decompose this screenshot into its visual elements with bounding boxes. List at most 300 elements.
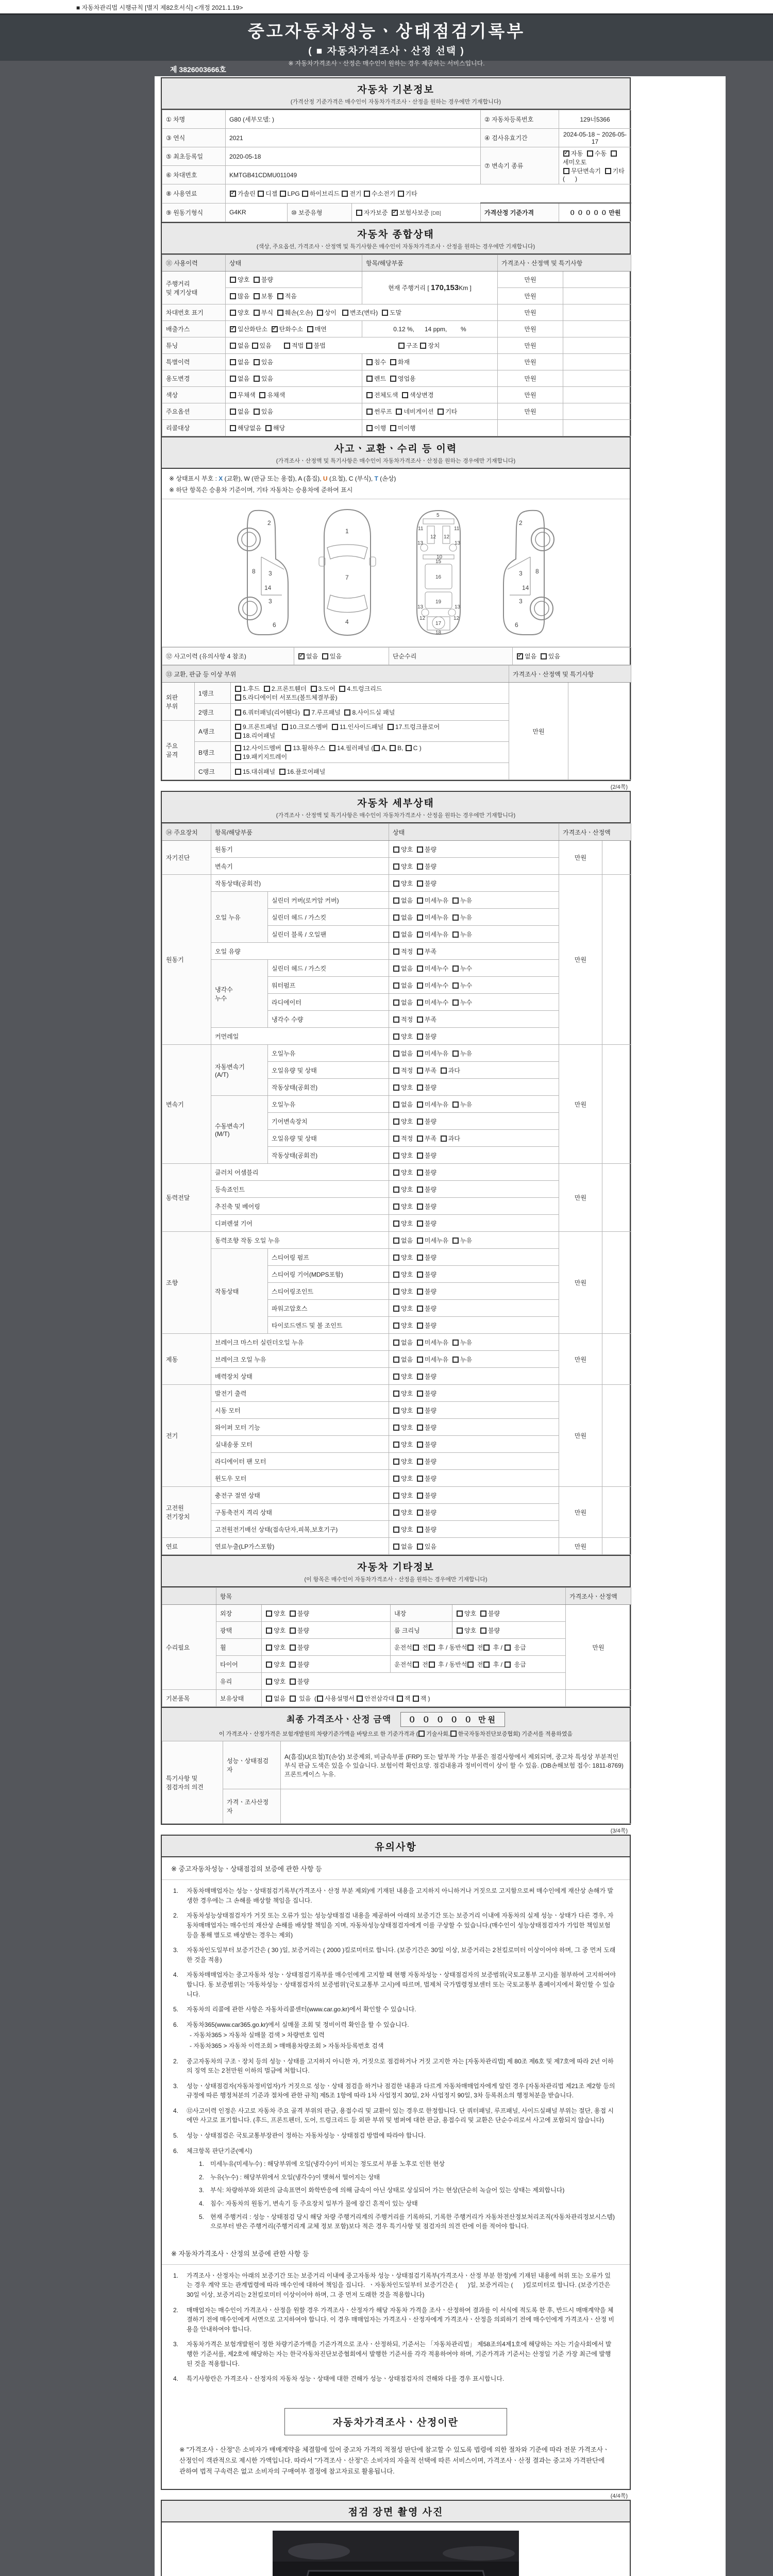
checkbox-unchecked[interactable] bbox=[398, 343, 405, 349]
checkbox-unchecked[interactable] bbox=[417, 982, 423, 989]
table-cell: 변속기 bbox=[162, 1045, 211, 1164]
svg-text:15: 15 bbox=[435, 559, 442, 565]
checkbox-unchecked[interactable] bbox=[417, 1118, 423, 1125]
table-cell: 고전원 전기장치 bbox=[162, 1487, 211, 1538]
checkbox-unchecked[interactable] bbox=[417, 1238, 423, 1244]
checkbox-unchecked[interactable] bbox=[390, 745, 396, 751]
checkbox-unchecked[interactable] bbox=[417, 1510, 423, 1516]
checkbox-unchecked[interactable] bbox=[390, 359, 396, 365]
checkbox-unchecked[interactable] bbox=[417, 1357, 423, 1363]
checkbox-unchecked[interactable] bbox=[417, 1101, 423, 1108]
checkbox-unchecked[interactable] bbox=[266, 1611, 272, 1617]
checkbox-unchecked[interactable] bbox=[417, 1527, 423, 1533]
checkbox-checked[interactable]: ✓ bbox=[517, 651, 523, 659]
price-survey-definition-text: ※ "가격조사ㆍ산정"은 소비자가 매매계약을 체결함에 있어 중고차 가격의 적절성 판단에 참고할 수 있도록 법령에 의한 절차와 기준에 따라 전문 가격조사ㆍ산정인이 객관적으로 제시한 가액입니다. 따라서 "가격조사ㆍ산정"은 소비자의 자율적 선택에 따른 서비스이며, 가격조사ㆍ산정 결과는 중고차 가격판단에 관하여 법적 구속력은 없고 소비자의 구매여부 결정에 참고자료로 활용됩니다. bbox=[179, 2446, 609, 2476]
checkbox-unchecked[interactable] bbox=[417, 1323, 423, 1329]
table-cell: 만원 bbox=[559, 1164, 602, 1232]
checkbox-unchecked[interactable] bbox=[393, 999, 399, 1006]
checkbox-unchecked[interactable] bbox=[258, 191, 264, 197]
checkbox-unchecked[interactable] bbox=[483, 1645, 490, 1651]
table-cell: A(흠집)U(요철)T(손상) 보증제외, 비금속부품 (FRP) 또는 탈부착 가능 부품은 점검사항에서 제외되며, 중고차 특성상 부분적인 부식 판금 도색은 있을 수 있습니다. 보험이력 확인요망. 점검내용과 정비이력이 상이 할 수 있음. (DB손해보험 접수: 1811-8769) 프론트케이스 누유. bbox=[281, 1741, 631, 1789]
table-cell: 특기사항 및 점검자의 의견 bbox=[162, 1741, 223, 1824]
table-cell: 없음 미세누수 누수 bbox=[389, 960, 559, 977]
table-cell: 양호 불량 bbox=[389, 875, 559, 892]
checkbox-unchecked[interactable] bbox=[277, 293, 283, 299]
checkbox-unchecked[interactable] bbox=[266, 1696, 272, 1702]
checkbox-unchecked[interactable] bbox=[344, 709, 350, 716]
checkbox-unchecked[interactable] bbox=[420, 343, 426, 349]
table-cell: 없음 있음 bbox=[226, 403, 362, 420]
checkbox-unchecked[interactable] bbox=[393, 1289, 399, 1295]
checkbox-unchecked[interactable] bbox=[230, 376, 236, 382]
checkbox-unchecked[interactable] bbox=[393, 948, 399, 955]
checkbox-unchecked[interactable] bbox=[393, 1357, 399, 1363]
checkbox-unchecked[interactable] bbox=[417, 1067, 423, 1074]
checkbox-unchecked[interactable] bbox=[357, 1696, 363, 1702]
checkbox-unchecked[interactable] bbox=[505, 1645, 511, 1651]
legend-symbols: ※ 상태표시 부호 : X (교환), W (판금 또는 용접), A (흠집), U (요철), C (부식), T (손상) bbox=[169, 475, 396, 482]
checkbox-unchecked[interactable] bbox=[393, 1170, 399, 1176]
checkbox-unchecked[interactable] bbox=[311, 686, 317, 692]
table-cell: 오일누유 bbox=[268, 1096, 389, 1113]
checkbox-unchecked[interactable] bbox=[393, 1374, 399, 1380]
checkbox-unchecked[interactable] bbox=[235, 733, 241, 739]
checkbox-unchecked[interactable] bbox=[393, 1340, 399, 1346]
checkbox-unchecked[interactable] bbox=[329, 745, 335, 751]
checkbox-unchecked[interactable] bbox=[417, 863, 423, 870]
checkbox-unchecked[interactable] bbox=[366, 409, 373, 415]
checkbox-unchecked[interactable] bbox=[304, 709, 310, 716]
checkbox-unchecked[interactable] bbox=[277, 310, 283, 316]
checkbox-unchecked[interactable] bbox=[417, 880, 423, 887]
checkbox-unchecked[interactable] bbox=[417, 1306, 423, 1312]
checkbox-unchecked[interactable] bbox=[317, 1696, 323, 1702]
checkbox-unchecked[interactable] bbox=[230, 343, 236, 349]
checkbox-unchecked[interactable] bbox=[393, 1221, 399, 1227]
checkbox-unchecked[interactable] bbox=[417, 999, 423, 1006]
checkbox-unchecked[interactable] bbox=[254, 310, 260, 316]
checkbox-unchecked[interactable] bbox=[393, 1033, 399, 1040]
svg-text:13: 13 bbox=[417, 540, 424, 547]
checkbox-unchecked[interactable] bbox=[254, 409, 260, 415]
checkbox-unchecked[interactable] bbox=[393, 1153, 399, 1159]
checkbox-unchecked[interactable] bbox=[417, 1153, 423, 1159]
checkbox-unchecked[interactable] bbox=[452, 1101, 459, 1108]
checkbox-unchecked[interactable] bbox=[452, 965, 459, 972]
checkbox-unchecked[interactable] bbox=[417, 1289, 423, 1295]
checkbox-unchecked[interactable] bbox=[388, 724, 394, 730]
table-cell: 오일 유량 bbox=[211, 943, 389, 960]
table-cell: ⑥ 차대번호 bbox=[162, 166, 226, 184]
checkbox-unchecked[interactable] bbox=[393, 1272, 399, 1278]
checkbox-unchecked[interactable] bbox=[285, 745, 291, 751]
table-cell: 외장 bbox=[216, 1605, 262, 1622]
checkbox-unchecked[interactable] bbox=[452, 1238, 459, 1244]
table-cell: 양호 불량 bbox=[262, 1656, 391, 1673]
table-cell: 없음 있음 bbox=[226, 370, 362, 387]
checkbox-unchecked[interactable] bbox=[393, 1510, 399, 1516]
table-cell: 없음 있음 적법 불법 구조 장치 bbox=[226, 337, 498, 354]
checkbox-unchecked[interactable] bbox=[417, 1340, 423, 1346]
table-cell: 원동기 bbox=[162, 875, 211, 1045]
notice-item: 3. 성능ㆍ상태점검자(자동차정비업자)가 거짓으로 성능ㆍ상태 점검을 하거나 점검한 내용과 다르게 자동차매매업자에게 알린 경우 [자동차관리법 제21조 제2항 등의 규정에 따른 행정처분의 기준과 절차에 관한 규칙] 제5조 1항에 따라 1차 사업정지 30일, 2차 사업정지 90일, 3차 등록취소의 행정처분을 받습니다. bbox=[173, 2082, 615, 2099]
checkbox-unchecked[interactable] bbox=[307, 326, 313, 332]
checkbox-checked[interactable]: ✓ bbox=[272, 324, 278, 332]
checkbox-unchecked[interactable] bbox=[396, 409, 402, 415]
section-header-photos: 점검 장면 촬영 사진 bbox=[162, 2501, 630, 2522]
table-cell: 만원 bbox=[498, 387, 563, 403]
checkbox-unchecked[interactable] bbox=[393, 1476, 399, 1482]
checkbox-unchecked[interactable] bbox=[467, 1662, 474, 1668]
table-cell: 발전기 출력 bbox=[211, 1385, 389, 1402]
checkbox-unchecked[interactable] bbox=[393, 1323, 399, 1329]
table-cell: 내장 bbox=[391, 1605, 452, 1622]
checkbox-unchecked[interactable] bbox=[438, 409, 444, 415]
checkbox-unchecked[interactable] bbox=[282, 724, 288, 730]
page-marker-4: (4/4쪽) bbox=[610, 2493, 628, 2499]
checkbox-unchecked[interactable] bbox=[342, 310, 348, 316]
checkbox-unchecked[interactable] bbox=[366, 359, 373, 365]
table-cell: 충전구 절연 상태 bbox=[211, 1487, 389, 1504]
checkbox-unchecked[interactable] bbox=[480, 1611, 486, 1617]
checkbox-unchecked[interactable] bbox=[417, 1442, 423, 1448]
checkbox-unchecked[interactable] bbox=[393, 1391, 399, 1397]
checkbox-unchecked[interactable] bbox=[429, 1645, 435, 1651]
checkbox-unchecked[interactable] bbox=[393, 1306, 399, 1312]
table-cell: 와이퍼 모터 기능 bbox=[211, 1419, 389, 1436]
checkbox-unchecked[interactable] bbox=[366, 376, 373, 382]
checkbox-unchecked[interactable] bbox=[563, 168, 569, 174]
checkbox-checked[interactable]: ✓ bbox=[564, 148, 569, 156]
checkbox-unchecked[interactable] bbox=[280, 191, 286, 197]
table-cell: 없음 미세누유 누유 bbox=[389, 1334, 559, 1351]
checkbox-unchecked[interactable] bbox=[264, 686, 270, 692]
checkbox-unchecked[interactable] bbox=[505, 1662, 511, 1668]
checkbox-unchecked[interactable] bbox=[429, 1662, 435, 1668]
checkbox-unchecked[interactable] bbox=[279, 769, 285, 775]
checkbox-unchecked[interactable] bbox=[284, 343, 290, 349]
checkbox-unchecked[interactable] bbox=[235, 769, 241, 775]
checkbox-unchecked[interactable] bbox=[339, 686, 345, 692]
checkbox-unchecked[interactable] bbox=[290, 1645, 296, 1651]
checkbox-unchecked[interactable] bbox=[366, 425, 373, 431]
notice-item: 2. 매매업자는 매수인이 가격조사ㆍ산정을 원할 경우 가격조사ㆍ산정자가 해당 자동차 가격을 조사ㆍ산정하여 결과를 이 서식에 적도록 한 후, 반드시 매매계약을 체결하기 전에 매수인에게 서면으로 고지하여야 합니다. 이 경우 매매업자는 가격조사ㆍ산정자에게 가격조사ㆍ산정을 의뢰하기 전에 매수인에게 가격조사ㆍ산정 비용을 안내하여야 합니다. bbox=[173, 2306, 615, 2333]
checkbox-unchecked[interactable] bbox=[390, 425, 396, 431]
notice-item: 5. 자동차의 리콜에 관한 사항은 자동차리콜센터(www.car.go.kr)에서 확인할 수 있습니다. bbox=[173, 2006, 416, 2013]
table-cell: ⑫ 사고이력 (유의사항 4 참조) bbox=[162, 648, 294, 665]
checkbox-unchecked[interactable] bbox=[450, 1731, 457, 1737]
checkbox-unchecked[interactable] bbox=[457, 1628, 463, 1634]
checkbox-unchecked[interactable] bbox=[374, 745, 380, 751]
checkbox-checked[interactable]: ✓ bbox=[230, 324, 236, 332]
checkbox-unchecked[interactable] bbox=[290, 1611, 296, 1617]
table-cell: 실린더 블록 / 오일팬 bbox=[268, 926, 389, 943]
checkbox-unchecked[interactable] bbox=[364, 191, 370, 197]
svg-text:12: 12 bbox=[430, 534, 436, 540]
checkbox-unchecked[interactable] bbox=[393, 1204, 399, 1210]
table-cell: 가격조사ㆍ산정액 bbox=[559, 824, 631, 841]
checkbox-unchecked[interactable] bbox=[452, 931, 459, 938]
document-number: 제 3826003666호 bbox=[170, 65, 226, 74]
checkbox-unchecked[interactable] bbox=[417, 1204, 423, 1210]
checkbox-unchecked[interactable] bbox=[393, 931, 399, 938]
checkbox-unchecked[interactable] bbox=[254, 376, 260, 382]
table-cell: 용도변경 bbox=[162, 370, 226, 387]
checkbox-unchecked[interactable] bbox=[254, 359, 260, 365]
checkbox-unchecked[interactable] bbox=[417, 1170, 423, 1176]
checkbox-unchecked[interactable] bbox=[417, 1391, 423, 1397]
checkbox-unchecked[interactable] bbox=[266, 1645, 272, 1651]
table-cell: 클러치 어셈블리 bbox=[211, 1164, 389, 1181]
checkbox-unchecked[interactable] bbox=[356, 210, 362, 216]
checkbox-unchecked[interactable] bbox=[390, 376, 396, 382]
table-cell: 전체도색 색상변경 bbox=[362, 387, 498, 403]
table-cell: 만원 bbox=[498, 370, 563, 387]
other-info-table bbox=[162, 1587, 630, 1707]
svg-text:3: 3 bbox=[268, 570, 272, 578]
checkbox-unchecked[interactable] bbox=[417, 1272, 423, 1278]
checkbox-unchecked[interactable] bbox=[587, 150, 593, 157]
table-cell: 가격조사ㆍ산정액 bbox=[566, 1588, 631, 1605]
checkbox-unchecked[interactable] bbox=[398, 191, 404, 197]
checkbox-unchecked[interactable] bbox=[393, 965, 399, 972]
checkbox-unchecked[interactable] bbox=[417, 931, 423, 938]
checkbox-unchecked[interactable] bbox=[441, 1136, 447, 1142]
car-diagram-top bbox=[317, 507, 378, 637]
checkbox-unchecked[interactable] bbox=[235, 745, 241, 751]
checkbox-unchecked[interactable] bbox=[417, 1050, 423, 1057]
checkbox-unchecked[interactable] bbox=[332, 724, 338, 730]
checkbox-unchecked[interactable] bbox=[306, 343, 312, 349]
table-cell: 양호 불량 bbox=[389, 1402, 559, 1419]
table-cell: 양호 불량 bbox=[226, 272, 362, 288]
table-cell: 2랭크 bbox=[195, 704, 231, 721]
checkbox-unchecked[interactable] bbox=[266, 1628, 272, 1634]
checkbox-unchecked[interactable] bbox=[452, 1050, 459, 1057]
table-cell: 제동 bbox=[162, 1334, 211, 1385]
table-cell: 기본품목 bbox=[162, 1690, 216, 1707]
checkbox-unchecked[interactable] bbox=[417, 1033, 423, 1040]
checkbox-unchecked[interactable] bbox=[417, 1459, 423, 1465]
checkbox-unchecked[interactable] bbox=[290, 1679, 296, 1685]
checkbox-unchecked[interactable] bbox=[230, 392, 236, 398]
checkbox-unchecked[interactable] bbox=[483, 1662, 490, 1668]
checkbox-unchecked[interactable] bbox=[413, 1696, 419, 1702]
checkbox-unchecked[interactable] bbox=[605, 168, 611, 174]
checkbox-unchecked[interactable] bbox=[393, 1101, 399, 1108]
checkbox-unchecked[interactable] bbox=[541, 653, 547, 659]
checkbox-unchecked[interactable] bbox=[402, 392, 408, 398]
table-cell: 양호 불량 bbox=[389, 1147, 559, 1164]
checkbox-unchecked[interactable] bbox=[230, 425, 236, 431]
checkbox-checked[interactable]: ✓ bbox=[392, 207, 398, 215]
checkbox-unchecked[interactable] bbox=[417, 1476, 423, 1482]
notice-section-heading: ※ 자동차가격조사ㆍ산정의 보증에 관한 사항 등 bbox=[162, 2242, 630, 2265]
checkbox-unchecked[interactable] bbox=[254, 277, 260, 283]
section-accident-history bbox=[161, 436, 631, 781]
checkbox-unchecked[interactable] bbox=[317, 310, 323, 316]
table-cell bbox=[563, 420, 631, 436]
table-cell: 양호 불량 bbox=[262, 1622, 391, 1639]
table-cell: 수리필요 bbox=[162, 1605, 216, 1690]
checkbox-unchecked[interactable] bbox=[266, 1679, 272, 1685]
table-cell: 유리 bbox=[216, 1673, 262, 1690]
table-cell: 만원 bbox=[498, 304, 563, 321]
table-cell: 타이어 bbox=[216, 1656, 262, 1673]
table-cell: 만원 bbox=[559, 1385, 602, 1487]
table-cell: 2024-05-18 ~ 2026-05-17 bbox=[559, 129, 631, 147]
checkbox-unchecked[interactable] bbox=[393, 1050, 399, 1057]
checkbox-unchecked[interactable] bbox=[230, 293, 236, 299]
checkbox-unchecked[interactable] bbox=[393, 1084, 399, 1091]
table-cell: 양호 불량 bbox=[389, 1521, 559, 1538]
notice-item: 4. ⑫사고이력 인정은 사고로 자동차 주요 골격 부위의 판금, 용접수리 및 교환이 있는 경우로 한정합니다. 단 쿼터패널, 루프패널, 사이드실패널 부위는 절단, 용접 시에만 사고로 표기합니다. (후드, 프론트펜더, 도어, 트렁크리드 등 외판 부위 및 범퍼에 대한 판금, 용접수리 및 교환은 단순수리로서 사고에 포함되지 않습니다) bbox=[173, 2107, 614, 2124]
price-survey-option: ( ■ 자동차가격조사ㆍ산정 선택 ) bbox=[308, 46, 465, 57]
checkbox-unchecked[interactable] bbox=[413, 1662, 419, 1668]
checkbox-unchecked[interactable] bbox=[611, 150, 617, 157]
table-cell: 없음 미세누유 누유 bbox=[389, 926, 559, 943]
checkbox-unchecked[interactable] bbox=[457, 1611, 463, 1617]
checkbox-unchecked[interactable] bbox=[467, 1645, 474, 1651]
title-note: ※ 자동차가격조사ㆍ산정은 매수인이 원하는 경우 제공하는 서비스입니다. bbox=[288, 60, 485, 67]
checkbox-unchecked[interactable] bbox=[393, 914, 399, 921]
checkbox-unchecked[interactable] bbox=[393, 1118, 399, 1125]
checkbox-unchecked[interactable] bbox=[480, 1628, 486, 1634]
checkbox-unchecked[interactable] bbox=[290, 1628, 296, 1634]
checkbox-unchecked[interactable] bbox=[302, 191, 308, 197]
table-cell: ⑦ 변속기 종류 bbox=[481, 147, 559, 184]
checkbox-unchecked[interactable] bbox=[259, 392, 265, 398]
checkbox-unchecked[interactable] bbox=[393, 863, 399, 870]
table-cell: 배출가스 bbox=[162, 321, 226, 337]
notice-item: 4. 자동차매매업자는 중고자동차 성능ㆍ상태점검기록부를 매수인에게 고지할 때 현행 자동차성능ㆍ상태점검자의 보증범위(국토교통부 고시)를 첨부하여 고지하여야 합니다. 동 보증범위는 '자동차성능ㆍ상태점검자의 보증범위'(국토교통부 고시)에 따르며, 법제처 국가법령정보센터 또는 국토교통부 홈페이지에서 확인할 수 있습니다. bbox=[173, 1971, 616, 1998]
checkbox-unchecked[interactable] bbox=[417, 1016, 423, 1023]
checkbox-unchecked[interactable] bbox=[393, 1067, 399, 1074]
table-cell: 작동상태(공회전) bbox=[268, 1147, 389, 1164]
checkbox-unchecked[interactable] bbox=[265, 425, 272, 431]
table-cell bbox=[281, 1789, 631, 1824]
checkbox-unchecked[interactable] bbox=[417, 1136, 423, 1142]
checkbox-unchecked[interactable] bbox=[393, 1238, 399, 1244]
checkbox-unchecked[interactable] bbox=[417, 1425, 423, 1431]
notice-item: 6. 자동차365(www.car365.go.kr)에서 실매물 조회 및 정비이력 확인을 할 수 있습니다. - 자동차365 > 자동차 실매물 검색 > 차량번호 입력 - 자동차365 > 자동차 이력조회 > 매매용차량조회 > 자동차등록번호 검색 bbox=[173, 2021, 409, 2049]
checkbox-unchecked[interactable] bbox=[393, 982, 399, 989]
checkbox-unchecked[interactable] bbox=[417, 914, 423, 921]
checkbox-unchecked[interactable] bbox=[413, 1645, 419, 1651]
checkbox-unchecked[interactable] bbox=[417, 897, 423, 904]
table-cell: 침수 화재 bbox=[362, 354, 498, 370]
checkbox-unchecked[interactable] bbox=[290, 1696, 296, 1702]
checkbox-unchecked[interactable] bbox=[452, 982, 459, 989]
checkbox-unchecked[interactable] bbox=[393, 1255, 399, 1261]
checkbox-unchecked[interactable] bbox=[290, 1662, 296, 1668]
checkbox-unchecked[interactable] bbox=[417, 965, 423, 972]
checkbox-checked[interactable]: ✓ bbox=[230, 189, 236, 196]
checkbox-unchecked[interactable] bbox=[452, 1357, 459, 1363]
checkbox-unchecked[interactable] bbox=[417, 1187, 423, 1193]
checkbox-unchecked[interactable] bbox=[252, 343, 258, 349]
checkbox-unchecked[interactable] bbox=[417, 1221, 423, 1227]
checkbox-unchecked[interactable] bbox=[393, 1493, 399, 1499]
section-comprehensive bbox=[161, 222, 631, 437]
table-cell: 광택 bbox=[216, 1622, 262, 1639]
checkbox-unchecked[interactable] bbox=[417, 846, 423, 853]
checkbox-unchecked[interactable] bbox=[417, 1084, 423, 1091]
checkbox-unchecked[interactable] bbox=[382, 310, 388, 316]
checkbox-unchecked[interactable] bbox=[342, 191, 348, 197]
checkbox-unchecked[interactable] bbox=[393, 1187, 399, 1193]
checkbox-unchecked[interactable] bbox=[417, 1408, 423, 1414]
checkbox-unchecked[interactable] bbox=[452, 897, 459, 904]
checkbox-unchecked[interactable] bbox=[393, 1136, 399, 1142]
checkbox-unchecked[interactable] bbox=[230, 277, 236, 283]
checkbox-unchecked[interactable] bbox=[235, 694, 241, 701]
table-cell: 양호 불량 bbox=[389, 1164, 559, 1181]
svg-text:13: 13 bbox=[455, 540, 461, 547]
checkbox-unchecked[interactable] bbox=[452, 914, 459, 921]
table-cell bbox=[602, 1538, 631, 1555]
checkbox-unchecked[interactable] bbox=[393, 1459, 399, 1465]
table-cell: 냉각수 누수 bbox=[211, 960, 268, 1028]
checkbox-unchecked[interactable] bbox=[230, 310, 236, 316]
checkbox-unchecked[interactable] bbox=[417, 1493, 423, 1499]
table-cell: 양호 불량 bbox=[389, 1113, 559, 1130]
checkbox-unchecked[interactable] bbox=[393, 880, 399, 887]
checkbox-unchecked[interactable] bbox=[393, 1016, 399, 1023]
table-cell: 2021 bbox=[226, 129, 481, 147]
checkbox-unchecked[interactable] bbox=[393, 846, 399, 853]
table-cell: 시동 모터 bbox=[211, 1402, 389, 1419]
checkbox-unchecked[interactable] bbox=[417, 1374, 423, 1380]
table-cell: 129너5366 bbox=[559, 110, 631, 129]
checkbox-checked[interactable]: ✓ bbox=[299, 651, 305, 659]
checkbox-unchecked[interactable] bbox=[418, 1731, 425, 1737]
checkbox-unchecked[interactable] bbox=[366, 392, 373, 398]
checkbox-unchecked[interactable] bbox=[417, 1255, 423, 1261]
checkbox-unchecked[interactable] bbox=[230, 409, 236, 415]
detail-state-table bbox=[162, 823, 630, 1555]
checkbox-unchecked[interactable] bbox=[406, 745, 412, 751]
checkbox-unchecked[interactable] bbox=[393, 897, 399, 904]
checkbox-unchecked[interactable] bbox=[417, 1544, 423, 1550]
checkbox-unchecked[interactable] bbox=[235, 724, 241, 730]
table-cell: 양호 불량 bbox=[389, 1487, 559, 1504]
checkbox-unchecked[interactable] bbox=[235, 754, 241, 760]
checkbox-unchecked[interactable] bbox=[452, 1340, 459, 1346]
checkbox-unchecked[interactable] bbox=[322, 653, 328, 659]
table-cell: ⑪ 사용이력 bbox=[162, 255, 226, 272]
checkbox-unchecked[interactable] bbox=[393, 1442, 399, 1448]
checkbox-unchecked[interactable] bbox=[235, 709, 241, 716]
checkbox-unchecked[interactable] bbox=[230, 359, 236, 365]
checkbox-unchecked[interactable] bbox=[393, 1425, 399, 1431]
checkbox-unchecked[interactable] bbox=[393, 1527, 399, 1533]
checkbox-unchecked[interactable] bbox=[393, 1408, 399, 1414]
checkbox-unchecked[interactable] bbox=[393, 1544, 399, 1550]
checkbox-unchecked[interactable] bbox=[254, 293, 260, 299]
table-cell: 운전석 전 후 / 동반석 전 후 / 응급 bbox=[391, 1639, 566, 1656]
notice-list bbox=[162, 1880, 630, 2242]
checkbox-unchecked[interactable] bbox=[397, 1696, 403, 1702]
checkbox-unchecked[interactable] bbox=[235, 686, 241, 692]
checkbox-unchecked[interactable] bbox=[441, 1067, 447, 1074]
table-cell: 차대번호 표기 bbox=[162, 304, 226, 321]
checkbox-unchecked[interactable] bbox=[452, 999, 459, 1006]
checkbox-unchecked[interactable] bbox=[266, 1662, 272, 1668]
table-cell: 양호 불량 bbox=[389, 1215, 559, 1232]
checkbox-unchecked[interactable] bbox=[417, 948, 423, 955]
table-cell: 윈도우 모터 bbox=[211, 1470, 389, 1487]
